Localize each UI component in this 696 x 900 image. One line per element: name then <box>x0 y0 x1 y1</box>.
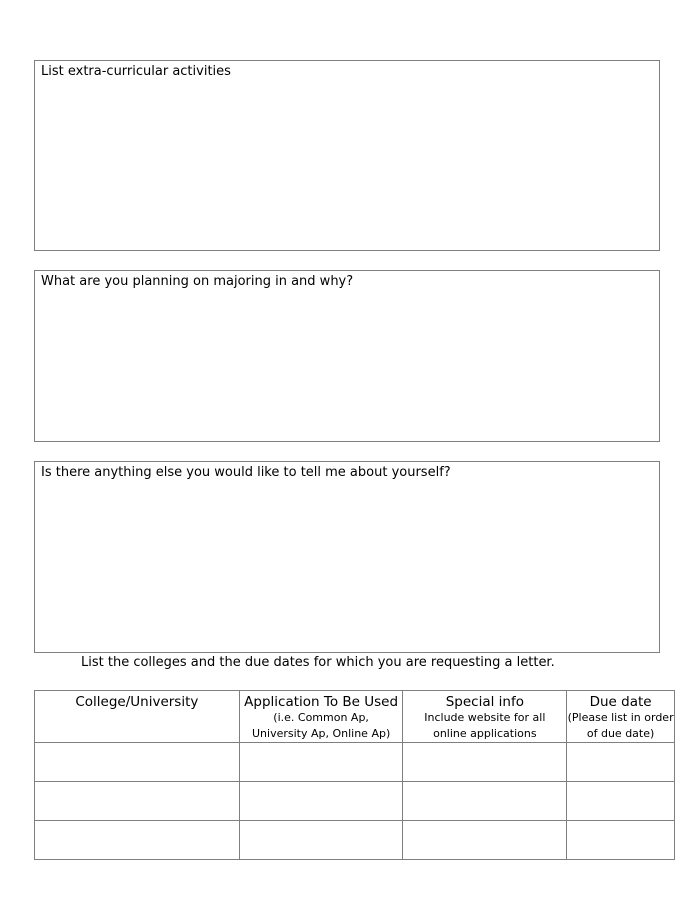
header-sub: (i.e. Common Ap, <box>273 711 369 724</box>
about-yourself-label: Is there anything else you would like to tell me about yourself? <box>41 465 451 480</box>
cell-due-date[interactable] <box>567 743 675 782</box>
header-sub: (Please list in order <box>567 711 674 724</box>
table-row <box>35 782 675 821</box>
about-yourself-box[interactable] <box>34 461 660 653</box>
header-due-date <box>567 691 675 743</box>
header-sub: Include website for all <box>424 711 546 724</box>
cell-due-date[interactable] <box>567 821 675 860</box>
header-special-info <box>403 691 567 743</box>
cell-application[interactable] <box>239 821 403 860</box>
cell-college[interactable] <box>35 743 240 782</box>
table-row <box>35 743 675 782</box>
header-title: Special info <box>445 694 524 710</box>
cell-application[interactable] <box>239 743 403 782</box>
header-sub: of due date) <box>586 727 655 740</box>
header-sub: University Ap, Online Ap) <box>251 727 391 740</box>
cell-special-info[interactable] <box>403 782 567 821</box>
major-label: What are you planning on majoring in and why? <box>41 274 354 289</box>
major-box[interactable] <box>34 270 660 442</box>
header-college <box>35 691 240 743</box>
table-header-row <box>35 691 675 743</box>
cell-due-date[interactable] <box>567 782 675 821</box>
colleges-table <box>34 690 675 860</box>
cell-application[interactable] <box>239 782 403 821</box>
header-title: Due date <box>589 694 652 710</box>
colleges-instruction: List the colleges and the due dates for which you are requesting a letter. <box>81 655 555 670</box>
header-sub: online applications <box>433 727 537 740</box>
extracurricular-label: List extra-curricular activities <box>41 64 231 79</box>
header-title: Application To Be Used <box>244 694 399 710</box>
cell-college[interactable] <box>35 821 240 860</box>
table-row <box>35 821 675 860</box>
header-title: College/University <box>75 694 199 710</box>
extracurricular-box[interactable] <box>34 60 660 251</box>
header-application <box>239 691 403 743</box>
cell-special-info[interactable] <box>403 821 567 860</box>
cell-college[interactable] <box>35 782 240 821</box>
cell-special-info[interactable] <box>403 743 567 782</box>
